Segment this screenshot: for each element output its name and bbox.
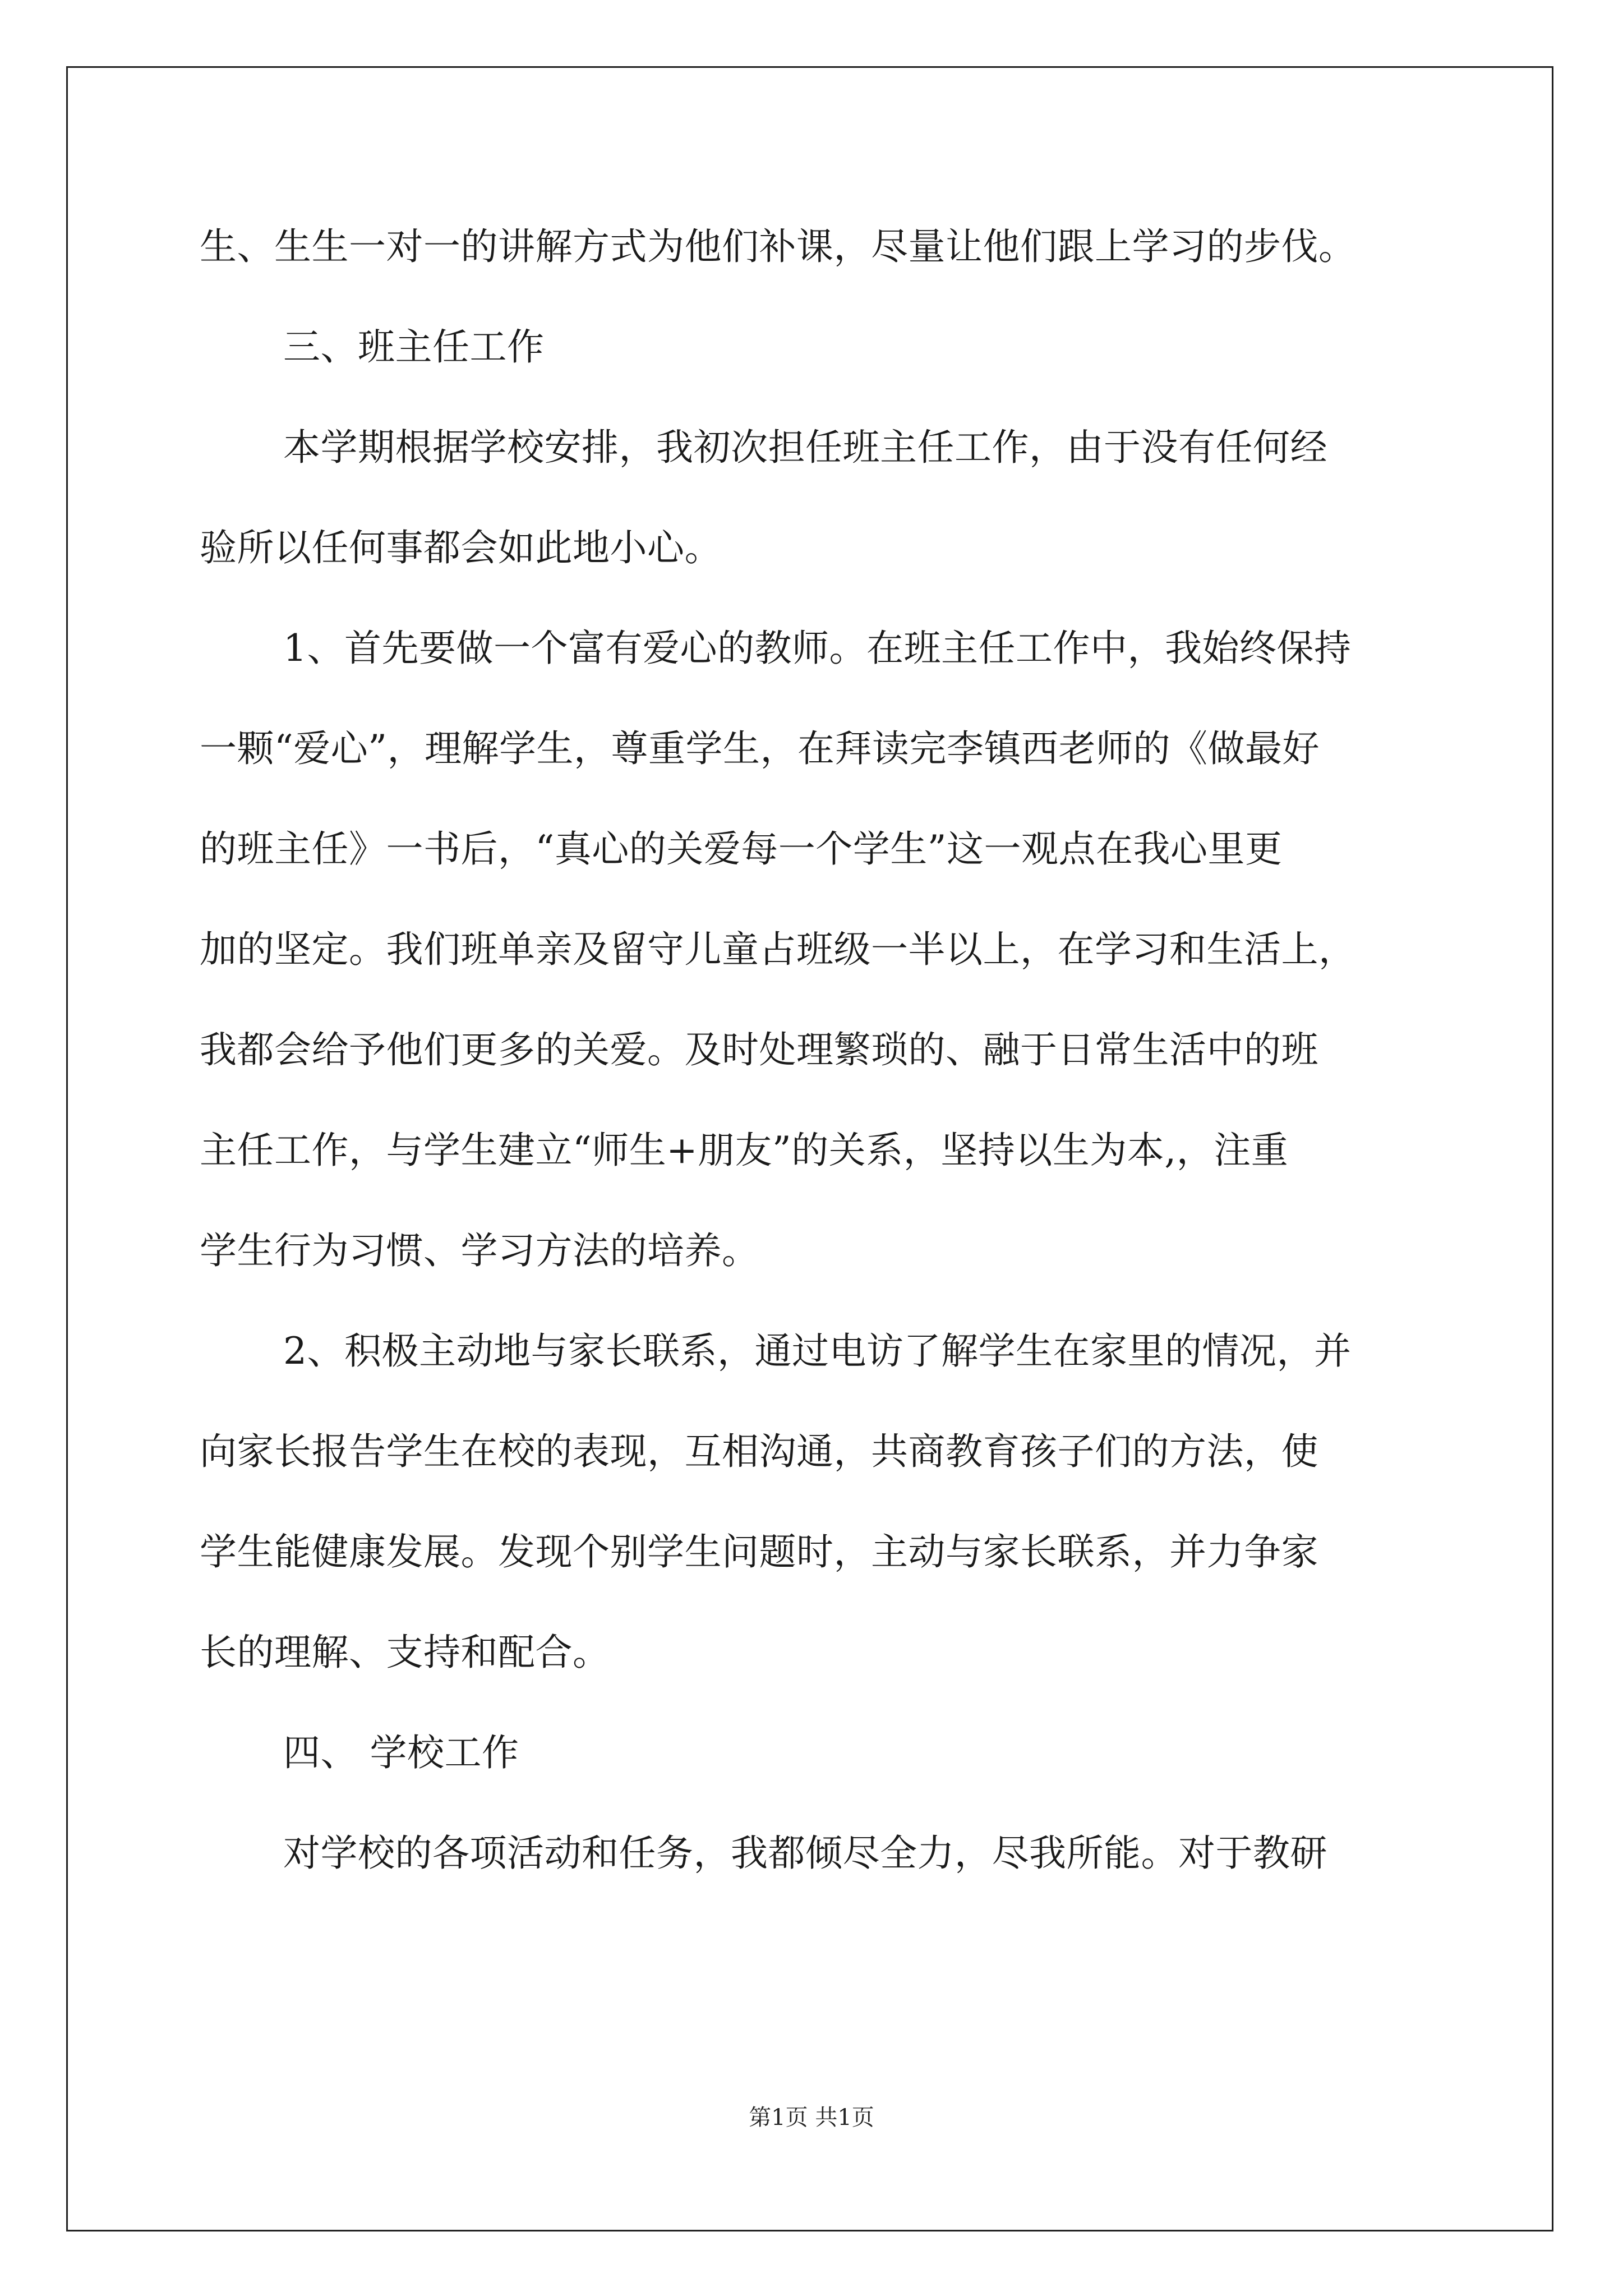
text-line-10: 主任工作，与学生建立“师生+朋友”的关系，坚持以生为本,，注重 — [200, 1129, 1289, 1172]
text-line-6: 一颗“爱心”，理解学生，尊重学生，在拜读完李镇西老师的《做最好 — [200, 727, 1320, 770]
text-line-9: 我都会给予他们更多的关爱。及时处理繁琐的、融于日常生活中的班 — [200, 1028, 1318, 1071]
text-line-5: 1、首先要做一个富有爱心的教师。在班主任工作中，我始终保持 — [283, 627, 1352, 670]
section-heading-class-teacher: 三、班主任工作 — [283, 325, 545, 369]
text-line-13: 向家长报告学生在校的表现，互相沟通，共商教育孩子们的方法，使 — [200, 1430, 1318, 1473]
page-number-footer: 第1页 共1页 — [749, 2105, 874, 2131]
text-line-14: 学生能健康发展。发现个别学生问题时，主动与家长联系，并力争家 — [200, 1530, 1318, 1573]
text-line-12: 2、积极主动地与家长联系，通过电访了解学生在家里的情况，并 — [283, 1329, 1352, 1373]
text-line-1: 生、生生一对一的讲解方式为他们补课，尽量让他们跟上学习的步伐。 — [200, 225, 1356, 268]
text-line-11: 学生行为习惯、学习方法的培养。 — [200, 1229, 759, 1272]
text-line-8: 加的坚定。我们班单亲及留守儿童占班级一半以上，在学习和生活上， — [200, 928, 1356, 971]
text-line-7: 的班主任》一书后，“真心的关爱每一个学生”这一观点在我心里更 — [200, 827, 1283, 871]
section-heading-school-work: 四、 学校工作 — [283, 1731, 519, 1774]
text-line-3: 本学期根据学校安排，我初次担任班主任工作，由于没有任何经 — [283, 426, 1327, 469]
text-line-15: 长的理解、支持和配合。 — [200, 1631, 610, 1674]
text-line-17: 对学校的各项活动和任务，我都倾尽全力，尽我所能。对于教研 — [283, 1832, 1327, 1875]
text-line-4: 验所以任何事都会如此地小心。 — [200, 526, 722, 569]
